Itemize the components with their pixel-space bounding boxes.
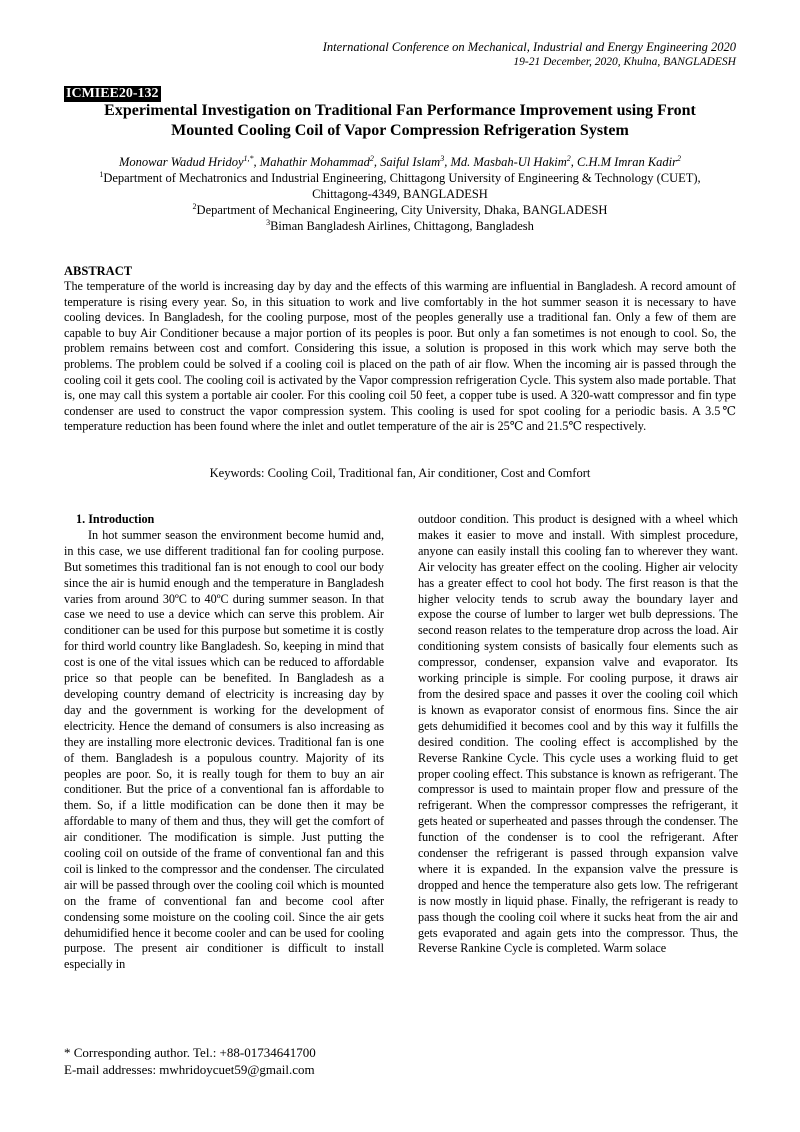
author: Saiful Islam$^3$, xyxy=(380,153,451,169)
conference-header xyxy=(323,40,736,70)
title-line-1: Experimental Investigation on Traditional Fan Performance Improvement using Front xyxy=(104,102,696,119)
conference-dates: 19-21 December, 2020, Khulna, BANGLADESH xyxy=(513,56,736,68)
author: Md. Masbah-Ul Hakim$^2$, xyxy=(450,153,577,169)
footnote xyxy=(64,1044,316,1078)
author: Mahathir Mohammad$^2$, xyxy=(259,153,381,169)
paper-id-badge: ICMIEE20-132 xyxy=(66,86,159,101)
keywords: Keywords: Cooling Coil, Traditional fan, Air conditioner, Cost and Comfort xyxy=(209,466,591,480)
section-heading-introduction: 1. Introduction xyxy=(76,512,155,526)
introduction-paragraph: In hot summer season the environment become humid and, in this case, we use different traditional fan for cooling purpose. But sometimes this traditional fan is not enough to cool our body since the air is humid enough and the temperature in Bangladesh varies from around 30ºC to 40ºC during summer season. In that case we need to use a device which can serve this problem. Air conditioner can be used for this purpose but sometime it is costly for third world country like Bangladesh. So, keeping in mind that cost is one of the vital issues which can be reduced to affordable price so that people can be benefited. In Bangladesh as a developing country demand of electricity is increasing day by day and the government is working for the development of electricity. Hence the demand of consumers is also increasing as they are installing more electronic devices. Traditional fan is one of them. Bangladesh is a populous country. Majority of its peoples are poor. So, it is really tough for them to buy an air conditioner. But the price of a conventional fan is affordable to them. So, if a little modification can be done then it may be affordable to many of them and thus, they will get the comfort of air conditioner. The modification is simple. Just putting the cooling coil on outside of the frame of conventional fan and this coil is linked to the compressor and the condenser. The circulated air will be passed through over the cooling coil which is mounted on the frame of conventional fan and become cool after condensing some moisture on the cooling coil. Since the air gets dehumidified hence it become cooler and can be used for cooling purpose. The present air conditioner is difficult to install especially in xyxy=(64,527,384,972)
introduction-paragraph-continued: outdoor condition. This product is designed with a wheel which makes it easier to move and install. With simplest procedure, anyone can easily install this cooling fan to wherever they want. Air velocity has greater effect on the cooling. Higher air velocity has a greater effect to cool hot body. The first reason is that the higher velocity tends to scrub away the boundary layer and expose the course of lumber to larger wet bulb depressions. The second reason relates to the temperature drop across the load. Air conditioning system consists of basically four elements such as compressor, condenser, expansion valve and evaporator. Its working principle is simple. For cooling purpose, it draws air from the desired space and passes it over the cooling coil which is known as evaporator consist of enormous fins. Since the air gets dehumidified it becomes cool and by this way it fulfills the desired condition. The cooling effect is accomplished by the Reverse Rankine Cycle. This cycle uses a working fluid to get proper cooling effect. This substance is known as refrigerant. The compressor is used to maintain proper flow and pressure of the refrigerant. When the compressor compresses the refrigerant, it gets heated or superheated and passes through the condenser. The function of the condenser is to cool the refrigerant. After condenser the refrigerant is passed through expansion valve where it is expanded. In the expansion valve the pressure is dropped and hence the temperature also gets low. The refrigerant is now mostly in liquid phase. Finally, the refrigerant is ready to pass though the cooling coil where it sucks heat from the air and gets evaporated and again gets into the compressor. Thus, the Reverse Rankine Cycle is completed. Warm solace xyxy=(418,512,738,956)
conference-name: International Conference on Mechanical, Industrial and Energy Engineering 2020 xyxy=(322,40,736,54)
abstract-heading: ABSTRACT xyxy=(64,264,133,278)
author: C.H.M Imran Kadir$^2$ xyxy=(577,153,682,169)
title-line-2: Mounted Cooling Coil of Vapor Compression Refrigeration System xyxy=(171,122,629,139)
affiliation-1: $^1$Department of Mechatronics and Industrial Engineering, Chittagong University of Engineering & Technology (CUET), Chittagong-4349, BANGLADESH xyxy=(99,169,701,201)
email-address: E-mail addresses: mwhridoycuet59@gmail.com xyxy=(64,1062,315,1077)
abstract-text: The temperature of the world is increasing day by day and the effects of this warming are influential in Bangladesh. A record amount of temperature is rising every year. So, in this situation to work and live comfortably in the hot summer season it is necessary to have cooling devices. In Bangladesh, for the cooling purpose, most of the peoples generally use a traditional fan. Only a few of them are capable to buy Air Conditioner because a major portion of its peoples is poor. But only a fan sometimes is not enough to cool. So, the problem remains between cost and comfort. Considering this issue, a solution is proposed in this work which may serve both the problems. The problem could be solved if a cooling coil is placed on the path of air flow. When the incoming air is passed through the cooling coil it gets cool. The cooling coil is activated by the Vapor compression refrigeration Cycle. This system also made portable. That is, one may call this system a portable air cooler. For this cooling coil 50 feet, a copper tube is used. A 320-watt compressor and fin type condenser are used to construct the vapor compression system. This cooling is used for spot cooling for a periodic basis. A 3.5℃ temperature reduction has been found where the inlet and outlet temperature of the air is 25℃ and 21.5℃ respectively. xyxy=(64,279,736,434)
affiliation-3: $^3$Biman Bangladesh Airlines, Chittagong, Bangladesh xyxy=(266,217,534,233)
author: Monowar Wadud Hridoy$^{1,*}$, xyxy=(118,153,260,169)
author-list xyxy=(64,154,736,170)
right-column xyxy=(418,512,738,957)
left-column xyxy=(64,512,384,973)
affiliation-2: $^2$Department of Mechanical Engineering, City University, Dhaka, BANGLADESH xyxy=(192,201,608,217)
corresponding-author: * Corresponding author. Tel.: +88-01734641700 xyxy=(64,1045,316,1060)
paper-title xyxy=(64,101,736,141)
